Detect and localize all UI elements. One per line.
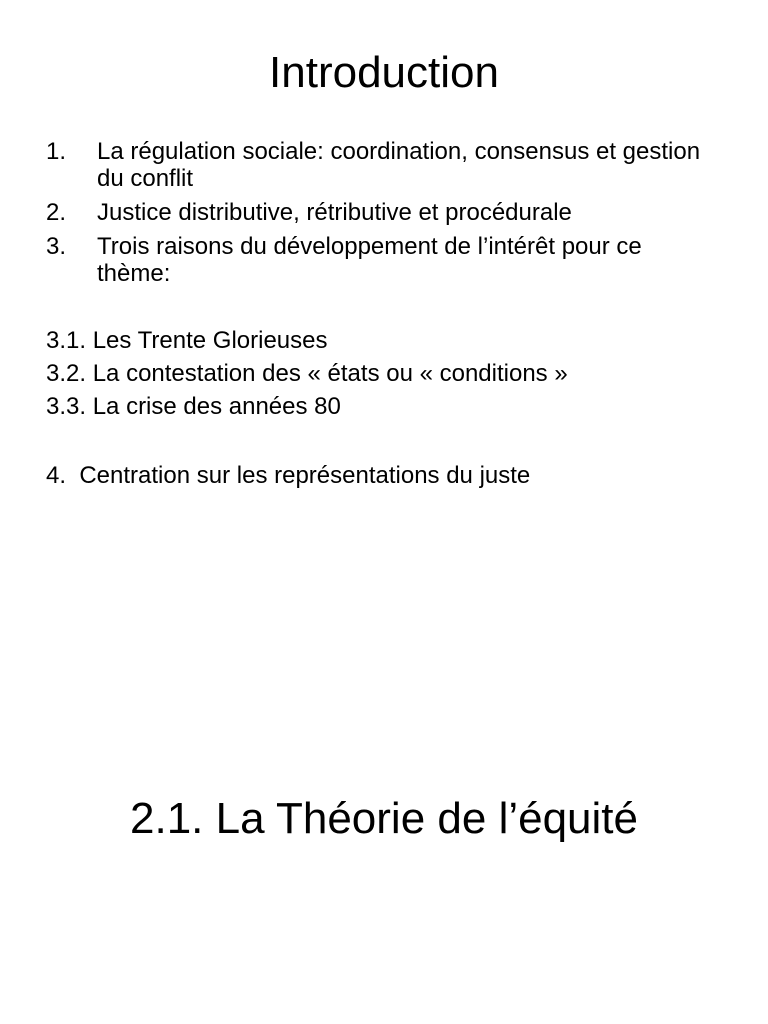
- list-item-number: 3.: [46, 233, 67, 260]
- section-title: 2.1. La Théorie de l’équité: [130, 794, 638, 843]
- list-item-centration: 4. Centration sur les représentations du juste: [46, 462, 531, 489]
- sub-list-item: 3.2. La contestation des « états ou « conditions »: [46, 360, 568, 387]
- numbered-list: [46, 138, 706, 294]
- sub-list-item: 3.3. La crise des années 80: [46, 393, 341, 420]
- sub-list-item: 3.1. Les Trente Glorieuses: [46, 327, 328, 354]
- list-item-text: Justice distributive, rétributive et procédurale: [97, 199, 572, 226]
- list-item: [46, 233, 706, 287]
- sub-list: [46, 327, 706, 426]
- list-item-text: Trois raisons du développement de l’intérêt pour ce thème:: [97, 233, 642, 287]
- list-item: [46, 138, 706, 192]
- list-item: [46, 199, 706, 226]
- list-item-number: 2.: [46, 199, 67, 226]
- list-item-text: La régulation sociale: coordination, consensus et gestion du conflit: [97, 138, 701, 192]
- list-item-number: 1.: [46, 138, 67, 165]
- slide-title: Introduction: [269, 48, 499, 97]
